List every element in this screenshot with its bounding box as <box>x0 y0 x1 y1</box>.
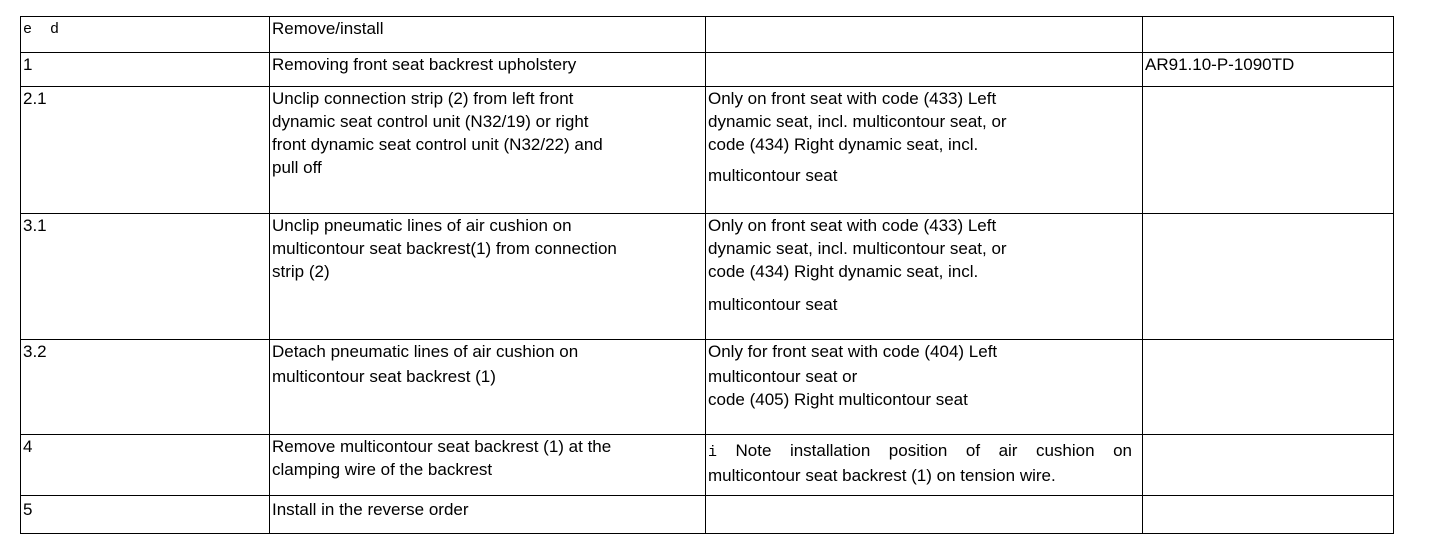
step-number: 5 <box>23 500 33 519</box>
procedure-table <box>20 16 1394 534</box>
action-cell <box>270 214 706 340</box>
note-text: Note installation position of air cushion on <box>735 441 1132 460</box>
reference-cell <box>1143 340 1394 435</box>
step-number: 2.1 <box>23 89 47 108</box>
step-number: 1 <box>23 55 33 74</box>
action-cell <box>270 53 706 87</box>
action-line: dynamic seat control unit (N32/19) or right <box>272 112 589 131</box>
note-line: code (405) Right multicontour seat <box>708 390 968 409</box>
table-row <box>21 53 1394 87</box>
note-line <box>708 435 1132 464</box>
notes-cell <box>706 53 1143 87</box>
table-row <box>21 496 1394 534</box>
action-line: multicontour seat backrest (1) <box>272 367 496 386</box>
action-line: Unclip pneumatic lines of air cushion on <box>272 216 572 235</box>
action-line: front dynamic seat control unit (N32/22) and <box>272 135 603 154</box>
action-text: Install in the reverse order <box>272 500 469 519</box>
note-line: multicontour seat or <box>708 367 858 386</box>
header-action-cell <box>270 17 706 53</box>
step-number: 4 <box>23 437 33 456</box>
action-cell <box>270 496 706 534</box>
table-row <box>21 87 1394 214</box>
notes-cell <box>706 496 1143 534</box>
note-line: code (434) Right dynamic seat, incl. <box>708 135 979 154</box>
header-action-label: Remove/install <box>272 19 384 38</box>
note-line: Only on front seat with code (433) Left <box>708 89 997 108</box>
step-number: 3.1 <box>23 216 47 235</box>
header-notes-cell <box>706 17 1143 53</box>
action-line: Detach pneumatic lines of air cushion on <box>272 342 579 361</box>
notes-cell <box>706 87 1143 214</box>
notes-cell <box>706 435 1143 496</box>
note-line: multicontour seat <box>708 295 838 314</box>
reference-cell <box>1143 435 1394 496</box>
reference-link[interactable]: AR91.10-P-1090TD <box>1145 55 1295 74</box>
action-line: strip (2) <box>272 262 330 281</box>
step-cell <box>21 214 270 340</box>
action-text: Removing front seat backrest upholstery <box>272 55 577 74</box>
note-line: dynamic seat, incl. multicontour seat, or <box>708 112 1007 131</box>
info-icon: i <box>708 444 718 461</box>
step-cell <box>21 340 270 435</box>
step-number: 3.2 <box>23 342 47 361</box>
action-cell <box>270 340 706 435</box>
header-step-cell <box>21 17 270 53</box>
table-row <box>21 214 1394 340</box>
action-cell <box>270 435 706 496</box>
action-line: multicontour seat backrest(1) from connection <box>272 239 617 258</box>
step-cell <box>21 53 270 87</box>
step-cell <box>21 87 270 214</box>
table-row <box>21 435 1394 496</box>
notes-cell <box>706 340 1143 435</box>
action-line: Remove multicontour seat backrest (1) at the <box>272 437 612 456</box>
notes-cell <box>706 214 1143 340</box>
note-line: code (434) Right dynamic seat, incl. <box>708 262 979 281</box>
step-cell <box>21 435 270 496</box>
reference-cell <box>1143 87 1394 214</box>
action-line: pull off <box>272 158 322 177</box>
table-row <box>21 340 1394 435</box>
note-line: Only for front seat with code (404) Left <box>708 342 998 361</box>
note-line: multicontour seat <box>708 166 838 185</box>
reference-cell <box>1143 214 1394 340</box>
action-cell <box>270 87 706 214</box>
reference-cell <box>1143 53 1394 87</box>
action-line: Unclip connection strip (2) from left front <box>272 89 574 108</box>
table-header-row <box>21 17 1394 53</box>
header-reference-cell <box>1143 17 1394 53</box>
header-step-label: e d <box>23 21 60 38</box>
note-line: Only on front seat with code (433) Left <box>708 216 997 235</box>
step-cell <box>21 496 270 534</box>
reference-cell <box>1143 496 1394 534</box>
action-line: clamping wire of the backrest <box>272 460 493 479</box>
note-line: dynamic seat, incl. multicontour seat, or <box>708 239 1007 258</box>
note-line: multicontour seat backrest (1) on tension wire. <box>708 466 1056 485</box>
